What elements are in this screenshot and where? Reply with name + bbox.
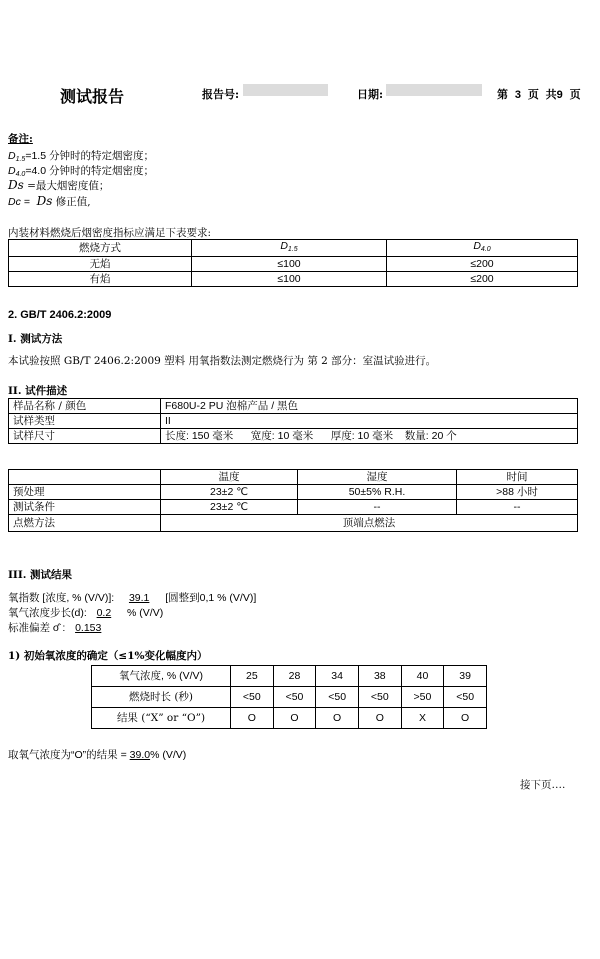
table-cell: X [401,708,444,729]
table-cell: 无焰 [9,257,192,272]
table-cell: 有焰 [9,272,192,287]
table-cell: O [316,708,359,729]
table-cell: F680U-2 PU 泡棉产品 / 黑色 [161,399,578,414]
result-value: 39.0 [129,749,151,761]
table-cell: 试样尺寸 [9,429,161,444]
page-word-3: 共 [545,88,557,101]
table-cell: >50 [401,687,444,708]
table-row [9,272,578,287]
table-cell: <50 [444,687,487,708]
section-i-title: I. 测试方法 [8,333,63,345]
table-cell: 23±2 ℃ [161,500,298,515]
table-row [9,515,578,532]
specimen-table [8,398,578,444]
table-cell: <50 [231,687,274,708]
page-current: 3 [514,89,521,101]
table-cell: 预处理 [9,485,161,500]
notes-title: 备注: [8,133,33,145]
table-cell: 氧气浓度, % (V/V) [92,666,231,687]
table-cell: 40 [401,666,444,687]
subsection-1-title: 1) 初始氧浓度的确定（≤1%变化幅度内） [8,650,208,662]
continued-note: 接下页…. [520,779,566,791]
note-dc: Dc = Ds 修正值, [8,194,91,208]
table-cell: ≤200 [387,272,578,287]
section-i-text: 本试验按照 GB/T 2406.2:2009 塑料 用氧指数法测定燃烧行为 第 2 部分：室温试验进行。 [8,355,437,367]
table-cell: <50 [273,687,316,708]
table-row [9,500,578,515]
note-d15: $D_{1.5}=1.5$ 分钟时的特定烟密度； [8,150,154,163]
table-row [9,399,578,414]
table-cell: -- [298,500,457,515]
oxygen-index-value: 39.1 [128,592,150,604]
section-ii-title: II. 试件描述 [8,385,68,397]
table-cell: $D_{1.5}$ [192,240,387,257]
table-cell: ≤100 [192,272,387,287]
page-title: 测试报告 [60,87,125,106]
page-word-4: 页 [569,88,581,101]
std-dev-line: 标准偏差 σ̂ : 0.153 [8,620,109,635]
table-row [9,470,578,485]
table-cell: O [273,708,316,729]
table-cell: O [358,708,401,729]
step-value: 0.2 [96,607,112,619]
table-cell: -- [457,500,578,515]
table-cell: 38 [358,666,401,687]
date-redacted [386,84,482,96]
note-d40: $D_{4.0}=4.0$ 分钟时的特定烟密度； [8,165,154,178]
table-cell: 样品名称 / 颜色 [9,399,161,414]
conditions-table [8,469,578,532]
oxygen-index-line: 氧指数 [浓度, % (V/V)]: 39.1 [圆整到0,1 % (V/V)] [8,592,257,604]
table-cell: 28 [273,666,316,687]
table-cell: <50 [358,687,401,708]
table-cell: 时间 [457,470,578,485]
table-cell: O [231,708,274,729]
requirement-table [8,239,578,287]
table-cell: ≤200 [387,257,578,272]
table-row [9,257,578,272]
table-row [9,429,578,444]
table-cell: 25 [231,666,274,687]
table-cell: 23±2 ℃ [161,485,298,500]
table-cell: II [161,414,578,429]
requirement-intro: 内装材料燃烧后烟密度指标应满足下表要求: [8,227,212,239]
table-cell: 50±5% R.H. [298,485,457,500]
table-row [92,666,487,687]
table-cell: ≤100 [192,257,387,272]
step-line: 氧气浓度步长(d): 0.2 % (V/V) [8,607,164,619]
table-cell: 湿度 [298,470,457,485]
table-cell: >88 小时 [457,485,578,500]
table-cell: 结果 (“X” or “O”) [92,708,231,729]
note-ds: Ds =最大烟密度值； [8,178,110,192]
table-cell: O [444,708,487,729]
page-word-1: 第 [497,88,508,101]
table-cell: 燃烧时长 (秒) [92,687,231,708]
result-line: 取氧气浓度为“O”的结果 = 39.0% (V/V) [8,749,187,761]
page-info [497,86,581,102]
table-cell: 测试条件 [9,500,161,515]
page-total: 9 [556,89,563,101]
std-dev-value: 0.153 [75,622,102,634]
report-number-redacted [243,84,328,96]
table-cell: 34 [316,666,359,687]
report-number-label: 报告号: [202,88,240,101]
table-cell: 燃烧方式 [9,240,192,257]
table-cell: 温度 [161,470,298,485]
table-row [9,485,578,500]
table-cell [9,470,161,485]
table-cell: <50 [316,687,359,708]
table-cell: 试样类型 [9,414,161,429]
table-cell: 39 [444,666,487,687]
table-row [92,687,487,708]
table-row [9,414,578,429]
table-cell: $D_{4.0}$ [387,240,578,257]
table-row [92,708,487,729]
section-iii-title: III. 测试结果 [8,569,73,581]
table-cell: 点燃方法 [9,515,161,532]
section-2-title: 2. GB/T 2406.2:2009 [8,309,112,321]
date-label: 日期: [357,88,384,101]
table-row [9,240,578,257]
table-cell: 顶端点燃法 [161,515,578,532]
table-cell: 长度: 150 毫米 宽度: 10 毫米 厚度: 10 毫米 数量: 20 个 [161,429,578,444]
page-word-2: 页 [527,88,539,101]
initial-oxygen-table [91,665,487,729]
